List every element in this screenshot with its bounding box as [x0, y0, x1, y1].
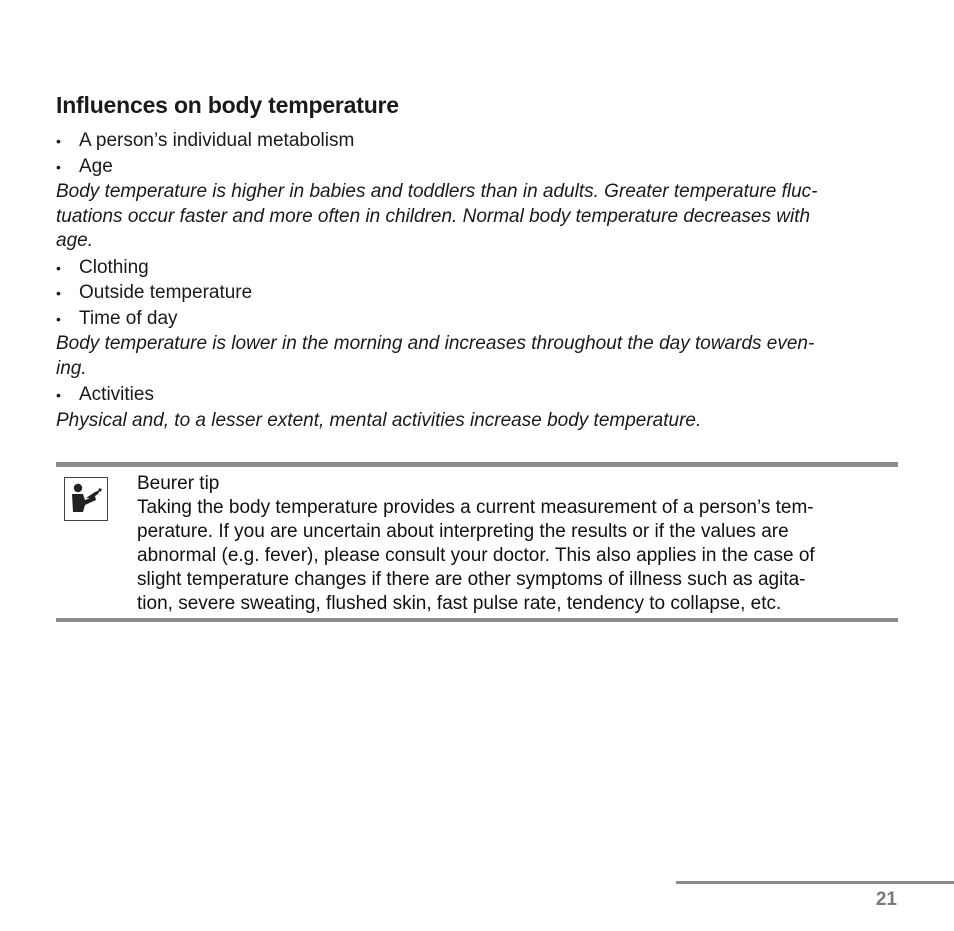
bullet-text: Activities — [79, 384, 154, 405]
beurer-tip-box — [56, 462, 898, 622]
explanation-paragraph — [56, 409, 896, 434]
bullet-dot: • — [56, 259, 61, 276]
explanation-line: ing. — [56, 357, 87, 379]
tip-line: abnormal (e.g. fever), please consult your doctor. This also applies in the case of — [137, 545, 815, 566]
bullet-item — [56, 307, 896, 333]
tip-line: Taking the body temperature provides a current measurement of a person’s tem- — [137, 497, 814, 518]
footer-rule — [676, 881, 954, 884]
bullet-item — [56, 256, 896, 282]
tip-title: Beurer tip — [137, 473, 220, 494]
bullet-text: Time of day — [79, 307, 178, 329]
bullet-text: Age — [79, 155, 113, 177]
bullet-item — [56, 129, 896, 155]
explanation-line: tuations occur faster and more often in children. Normal body temperature decreases with — [56, 205, 811, 227]
explanation-line: Physical and, to a lesser extent, mental activities increase body temperature. — [56, 409, 702, 431]
explanation-line: Body temperature is lower in the morning and increases throughout the day towards even- — [56, 333, 815, 354]
bullet-dot: • — [56, 387, 61, 403]
page-heading: Influences on body temperature — [56, 92, 399, 118]
bullet-text: Clothing — [79, 256, 149, 278]
bullet-item — [56, 383, 896, 409]
bullet-dot: • — [56, 133, 61, 149]
influences-list — [56, 129, 896, 435]
explanation-paragraph — [56, 180, 896, 254]
bullet-dot: • — [56, 285, 61, 301]
tip-line: perature. If you are uncertain about interpreting the results or if the values are — [137, 521, 789, 542]
person-pointing-icon — [64, 477, 108, 521]
page-number: 21 — [875, 889, 897, 910]
explanation-paragraph — [56, 332, 896, 381]
tip-line: slight temperature changes if there are other symptoms of illness such as agita- — [137, 569, 806, 590]
bullet-dot: • — [56, 310, 61, 327]
bullet-text: A person’s individual metabolism — [79, 130, 355, 151]
tip-text — [137, 472, 887, 616]
bullet-dot: • — [56, 158, 61, 175]
tip-line: tion, severe sweating, flushed skin, fast pulse rate, tendency to collapse, etc. — [137, 593, 782, 614]
bullet-text: Outside temperature — [79, 282, 253, 303]
bullet-item — [56, 155, 896, 181]
explanation-line: age. — [56, 230, 93, 251]
bullet-item — [56, 281, 896, 307]
explanation-line: Body temperature is higher in babies and toddlers than in adults. Greater temperature fluc- — [56, 181, 818, 202]
